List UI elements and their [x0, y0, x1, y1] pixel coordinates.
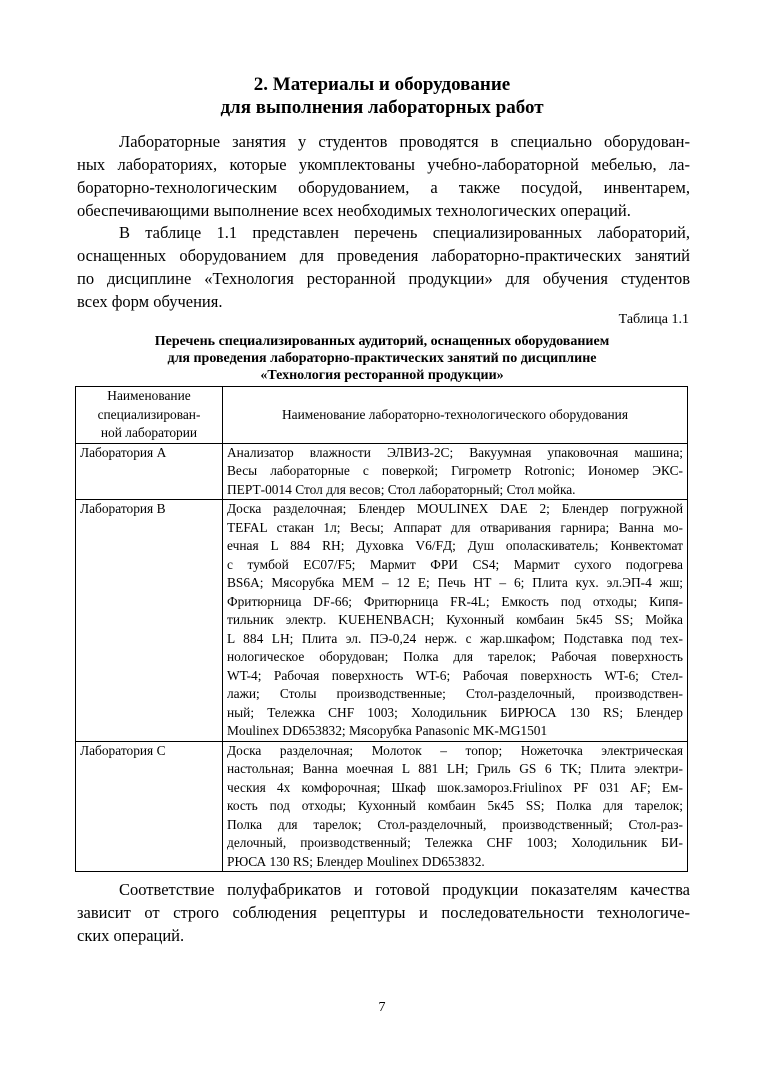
closing-paragraph: [77, 878, 690, 947]
equipment-cell: [223, 741, 688, 872]
equipment-line: Доска разделочная; Блендер MOULINEX DAE 2; Блендер погружной: [227, 501, 683, 516]
equipment-line: лажи; Столы производственные; Стол-разделочный, производствен-: [227, 686, 683, 701]
table-title-line: для проведения лабораторно-практических занятий по дисциплине: [167, 351, 597, 366]
equipment-cell: [223, 443, 688, 500]
equipment-line: ПЕРТ-0014 Стол для весов; Стол лабораторный; Стол мойка.: [227, 481, 576, 497]
table-title-line: Перечень специализированных аудиторий, оснащенных оборудованием: [154, 334, 610, 349]
equipment-line: с тумбой EC07/F5; Мармит ФРИ CS4; Мармит сухого подогрева: [227, 556, 683, 572]
paragraph-line: обеспечивающими выполнение всех необходимых технологических операций.: [77, 201, 631, 220]
equipment-line: TEFAL стакан 1л; Весы; Аппарат для отваривания гарнира; Ванна мо-: [227, 519, 683, 535]
paragraph-line: бораторно-технологическим оборудованием, а также посудой, инвентарем,: [77, 178, 690, 197]
paragraph-line: всех форм обучения.: [77, 292, 223, 311]
header-lab-name: [76, 387, 223, 444]
equipment-line: нологическое оборудован; Полка для тарелок; Рабочая поверхность: [227, 649, 683, 664]
paragraph-line: по дисциплине «Технология ресторанной продукции» для обучения студентов: [77, 269, 690, 288]
equipment-line: настольная; Ванна моечная L 881 LH; Гриль GS 6 TK; Плита электри-: [227, 761, 683, 776]
equipment-line: тильник электр. KUEHENBACH; Кухонный комбаин 5к45 SS; Мойка: [227, 612, 683, 627]
section-heading-line-1: 2. Материалы и оборудование: [253, 74, 511, 95]
section-heading-line-2: для выполнения лабораторных работ: [220, 97, 544, 118]
equipment-line: Фритюрница DF-66; Фритюрница FR-4L; Емкость под отходы; Кипя-: [227, 593, 683, 609]
equipment-line: РЮСА 130 RS; Блендер Moulinex DD653832.: [227, 853, 485, 869]
lab-name-cell: Лаборатория С: [76, 741, 223, 872]
table-row: [76, 443, 688, 500]
equipment-line: WT-4; Рабочая поверхность WT-6; Рабочая поверхность WT-6; Стел-: [227, 667, 683, 683]
paragraph-line: зависит от строго соблюдения рецептуры и последовательности технологиче-: [77, 903, 690, 922]
table-row: [76, 500, 688, 742]
table-header-row: [76, 387, 688, 444]
lab-name-cell: Лаборатория В: [76, 500, 223, 742]
equipment-line: Полка для тарелок; Стол-разделочный, производственный; Стол-раз-: [227, 816, 683, 832]
equipment-cell: [223, 500, 688, 742]
lab-name-cell: Лаборатория А: [76, 443, 223, 500]
paragraph-line: Лабораторные занятия у студентов проводятся в специально оборудован-: [119, 132, 690, 151]
header-line: специализирован-: [97, 406, 201, 422]
intro-paragraph-1: [77, 130, 690, 222]
table-row: [76, 741, 688, 872]
header-equipment: Наименование лабораторно-технологического оборудования: [223, 387, 688, 444]
equipment-line: делочный, производственный; Тележка CHF 1003; Холодильник БИ-: [227, 835, 683, 850]
equipment-line: Анализатор влажности ЭЛВИЗ-2С; Вакуумная упаковочная машина;: [227, 444, 683, 460]
equipment-line: Доска разделочная; Молоток – топор; Ножеточка электрическая: [227, 742, 683, 758]
paragraph-line: оснащенных оборудованием для проведения лабораторно-практических занятий: [77, 246, 690, 265]
equipment-line: ческия 4х комфорочная; Шкаф шок.замороз.Friulinox PF 031 AF; Ем-: [227, 779, 683, 795]
paragraph-line: В таблице 1.1 представлен перечень специализированных лабораторий,: [119, 223, 690, 242]
table-title-line: «Технология ресторанной продукции»: [260, 368, 504, 383]
table-label: Таблица 1.1: [618, 312, 689, 327]
header-line: Наименование: [107, 388, 191, 403]
equipment-line: кость под отходы; Кухонный комбаин 5к45 SS; Полка для тарелок;: [227, 798, 683, 813]
paragraph-line: ских операций.: [77, 926, 185, 945]
equipment-line: BS6A; Мясорубка МЕМ – 12 Е; Печь НТ – 6; Плита кух. эл.ЭП-4 жш;: [227, 575, 683, 590]
paragraph-line: ных лабораториях, которые укомплектованы учебно-лабораторной мебелью, ла-: [77, 155, 690, 174]
equipment-line: Moulinex DD653832; Мясорубка Panasonic MK-MG1501: [227, 723, 548, 738]
equipment-line: L 884 LH; Плита эл. ПЭ-0,24 нерж. с жар.шкафом; Подставка под тех-: [227, 630, 683, 646]
page-number: 7: [378, 1000, 386, 1015]
equipment-line: ечная L 884 RH; Духовка V6/FД; Душ ополаскиватель; Конвектомат: [227, 538, 683, 553]
header-line: ной лаборатории: [100, 425, 198, 440]
equipment-line: Весы лабораторные с поверкой; Гигрометр Rotronic; Иономер ЭКС-: [227, 463, 683, 478]
paragraph-line: Соответствие полуфабрикатов и готовой продукции показателям качества: [119, 880, 690, 899]
intro-paragraph-2: [77, 221, 690, 313]
equipment-table: [75, 386, 688, 872]
equipment-line: ный; Тележка CHF 1003; Холодильник БИРЮСА 130 RS; Блендер: [227, 704, 683, 720]
